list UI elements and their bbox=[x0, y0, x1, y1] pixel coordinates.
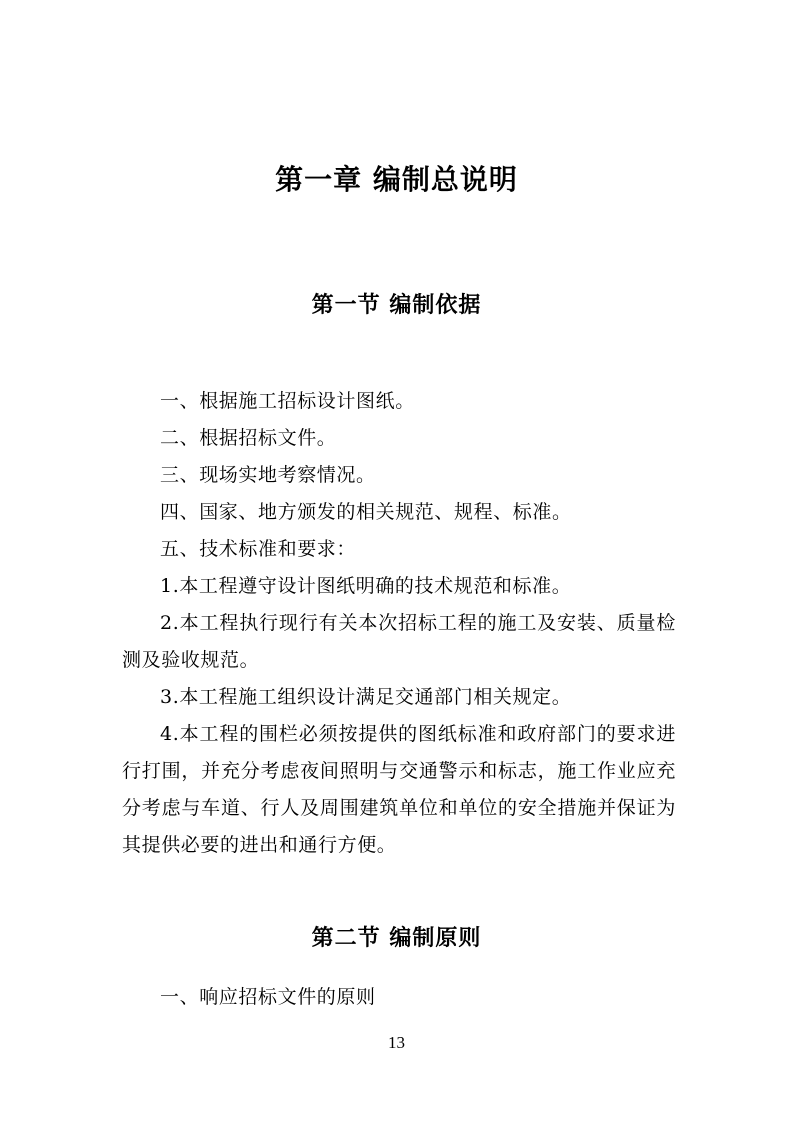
page-number: 13 bbox=[388, 1033, 405, 1052]
paragraph-4: 四、国家、地方颁发的相关规范、规程、标准。 bbox=[160, 501, 572, 523]
section-basis-body bbox=[122, 383, 676, 864]
paragraph-principle-1: 一、响应招标文件的原则 bbox=[160, 986, 376, 1008]
paragraph-8: 3.本工程施工组织设计满足交通部门相关规定。 bbox=[160, 686, 572, 708]
section-title-principles: 第二节 编制原则 bbox=[311, 926, 482, 951]
paragraph-9: 4.本工程的围栏必须按提供的图纸标准和政府部门的要求进行打围，并充分考虑夜间照明与交通警示和标志，施工作业应充分考虑与车道、行人及周围建筑单位和单位的安全措施并保证为其提供必要的进出和通行方便。 bbox=[122, 723, 676, 856]
paragraph-5: 五、技术标准和要求： bbox=[160, 538, 357, 560]
paragraph-6: 1.本工程遵守设计图纸明确的技术规范和标准。 bbox=[160, 575, 572, 597]
section-principles-body bbox=[122, 979, 676, 1016]
chapter-title: 第一章 编制总说明 bbox=[275, 163, 518, 196]
paragraph-3: 三、现场实地考察情况。 bbox=[160, 464, 376, 486]
paragraph-2: 二、根据招标文件。 bbox=[160, 427, 337, 449]
section-title-basis: 第一节 编制依据 bbox=[311, 293, 482, 318]
paragraph-1: 一、根据施工招标设计图纸。 bbox=[160, 390, 415, 412]
paragraph-7: 2.本工程执行现行有关本次招标工程的施工及安装、质量检测及验收规范。 bbox=[122, 612, 676, 671]
